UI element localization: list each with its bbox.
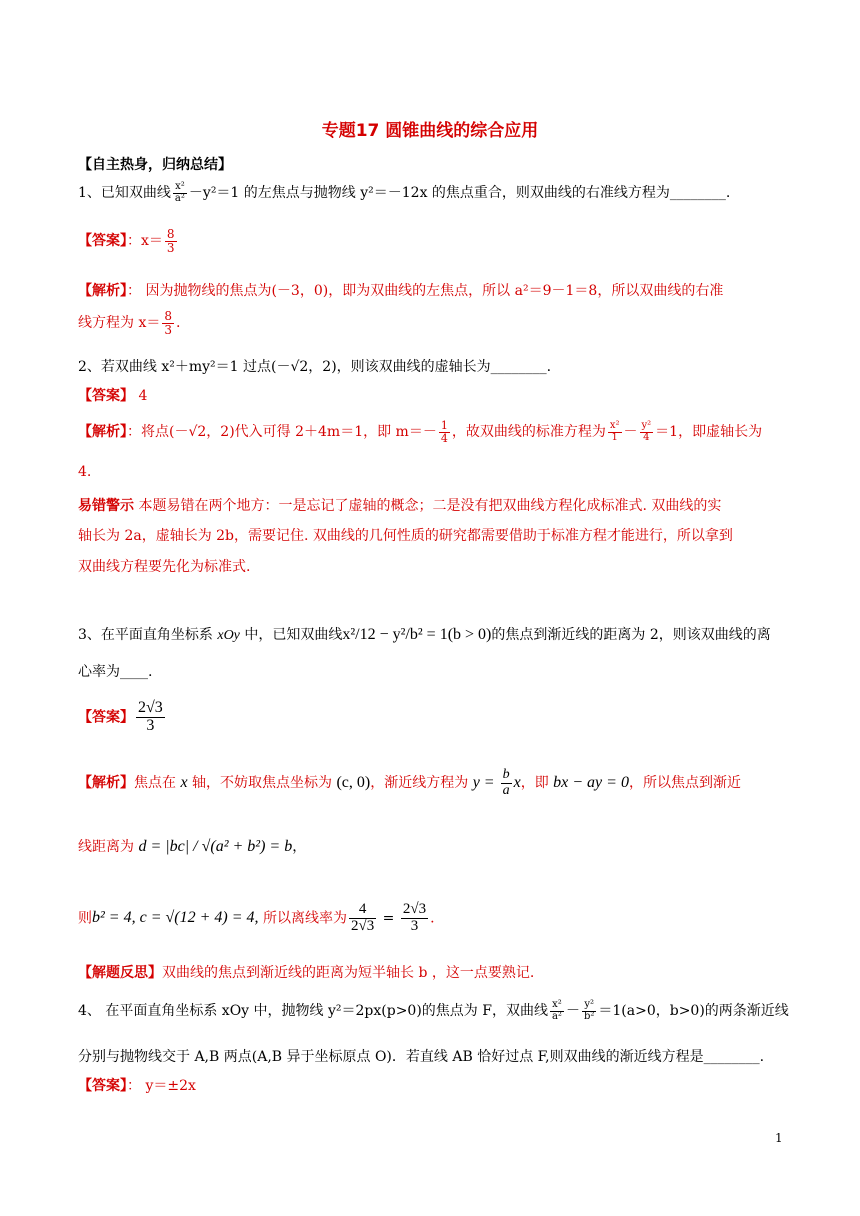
q3-line-1: 3、在平面直角坐标系 xOy 中，已知双曲线x²/12 − y²/b² = 1(b > 0)的焦点到渐近线的距离为 2，则该双曲线的离 xyxy=(78,626,771,643)
q4-line-1: 4、 在平面直角坐标系 xOy 中，抛物线 y²＝2px(p>0)的焦点为 F，双曲线 $\frac{\text{x²}}{\text{a²}}$ － $\frac{\text{y²}}{\text{b²}}$ ＝1(a>0，b>0)的两条渐近线 xyxy=(78,999,789,1022)
q3-hyperbola-equation: x²/12 − y²/b² = 1(b > 0) xyxy=(342,626,492,643)
analysis-tag: 【解析】 xyxy=(78,283,127,299)
q2-warning-line-2: 轴长为 2a，虚轴长为 2b，需要记住. 双曲线的几何性质的研究都需要借助于标准方程才能进行，所以拿到 xyxy=(78,528,733,544)
q3-eccentricity-fraction-1: $\frac{4}{2√3}$ xyxy=(350,901,375,934)
q2-answer: 【答案】 4 xyxy=(78,388,148,404)
q2-warning-line-3: 双曲线方程要先化为标准式. xyxy=(78,559,251,575)
reflection-tag: 【解题反思】 xyxy=(78,965,162,981)
q2-line: 2、若双曲线 x²＋my²＝1 过点(－√2，2)，则该双曲线的虚轴长为________. xyxy=(78,359,552,375)
q3-answer xyxy=(78,700,167,735)
q3-asymptote-fraction: $\frac{b}{a}$ xyxy=(502,767,510,798)
q1-prefix: 1、已知双曲线 xyxy=(78,185,171,201)
q4-answer: 【答案】： y＝±2x xyxy=(78,1078,196,1094)
q3-answer-fraction: $\frac{2√3}{3}$ xyxy=(138,699,163,734)
analysis-tag: 【解析】 xyxy=(78,775,134,792)
q1-analysis-line-1: 【解析】： 因为抛物线的焦点为(－3，0)，即为双曲线的左焦点，所以 a²＝9－1＝8，所以双曲线的右准 xyxy=(78,283,724,299)
analysis-tag: 【解析】 xyxy=(78,424,127,441)
q1-fraction: $\frac{\text{x²}}{\text{a²}}$ xyxy=(174,181,185,204)
q3-b-c-values: b² = 4, c = √(12 + 4) = 4, xyxy=(92,909,259,927)
q1-line xyxy=(78,182,730,204)
q3-eccentricity-fraction-2: $\frac{2√3}{3}$ xyxy=(402,901,427,934)
q3-analysis-line-1: 【解析】焦点在 x 轴，不妨取焦点坐标为 (c, 0)，渐近线方程为 y = $\frac{b}{a}$ x，即 bx − ay = 0，所以焦点到渐近 xyxy=(78,767,741,798)
q1-answer: 【答案】：x＝ $\frac{8}{3}$ xyxy=(78,227,175,255)
q3-analysis-line-3: 则b² = 4, c = √(12 + 4) = 4, 所以离线率为 $\frac{4}{2√3}$ = $\frac{2√3}{3}$ . xyxy=(78,901,435,934)
q2-warning-line-1: 易错警示 本题易错在两个地方：一是忘记了虚轴的概念；二是没有把双曲线方程化成标准式. 双曲线的实 xyxy=(78,498,722,514)
warning-tag: 易错警示 xyxy=(78,498,134,514)
q3-line-2: 心率为____. xyxy=(78,664,153,680)
q2-frac-3: $\frac{\text{y²}}{4}$ xyxy=(641,420,652,443)
section-heading: 【自主热身，归纳总结】 xyxy=(78,157,232,173)
q3-reflection: 【解题反思】双曲线的焦点到渐近线的距离为短半轴长 b ，这一点要熟记. xyxy=(78,965,535,981)
q3-analysis-line-2: 线距离为 d = |bc| / √(a² + b²) = b， xyxy=(78,838,307,855)
q2-frac-1: $\frac{1}{4}$ xyxy=(440,419,448,445)
q2-analysis-line-2: 4. xyxy=(78,464,92,480)
page-title: 专题17 圆锥曲线的综合应用 xyxy=(321,121,539,141)
q4-frac-1: $\frac{\text{x²}}{\text{a²}}$ xyxy=(551,999,562,1022)
answer-tag: 【答案】 xyxy=(78,709,134,726)
q1-rest: －y²＝1 的左焦点与抛物线 y²＝－12x 的焦点重合，则双曲线的右准线方程为________. xyxy=(188,185,731,201)
answer-tag: 【答案】 xyxy=(78,1078,127,1094)
q4-frac-2: $\frac{\text{y²}}{\text{b²}}$ xyxy=(583,999,595,1022)
answer-tag: 【答案】 xyxy=(78,233,127,250)
answer-tag: 【答案】 xyxy=(78,388,134,404)
q1-answer-fraction: $\frac{8}{3}$ xyxy=(166,227,175,255)
q2-analysis-line-1: 【解析】：将点(－√2，2)代入可得 2＋4m＝1，即 m＝－ $\frac{1}{4}$ ，故双曲线的标准方程为 $\frac{\text{x²}}{1}$ － $\frac{\text{y²}}{4}$ ＝1，即虚轴长为 xyxy=(78,419,763,445)
page-number: 1 xyxy=(775,1131,783,1145)
q1-analysis-line-2: 线方程为 x＝ $\frac{8}{3}$ . xyxy=(78,309,181,337)
q1-analysis-fraction: $\frac{8}{3}$ xyxy=(164,309,172,337)
q3-distance-formula: d = |bc| / √(a² + b²) = b xyxy=(138,838,293,855)
q2-frac-2: $\frac{\text{x²}}{1}$ xyxy=(609,420,620,443)
q4-line-2: 分别与抛物线交于 A,B 两点(A,B 异于坐标原点 O)．若直线 AB 恰好过点 F,则双曲线的渐近线方程是________. xyxy=(78,1049,765,1065)
